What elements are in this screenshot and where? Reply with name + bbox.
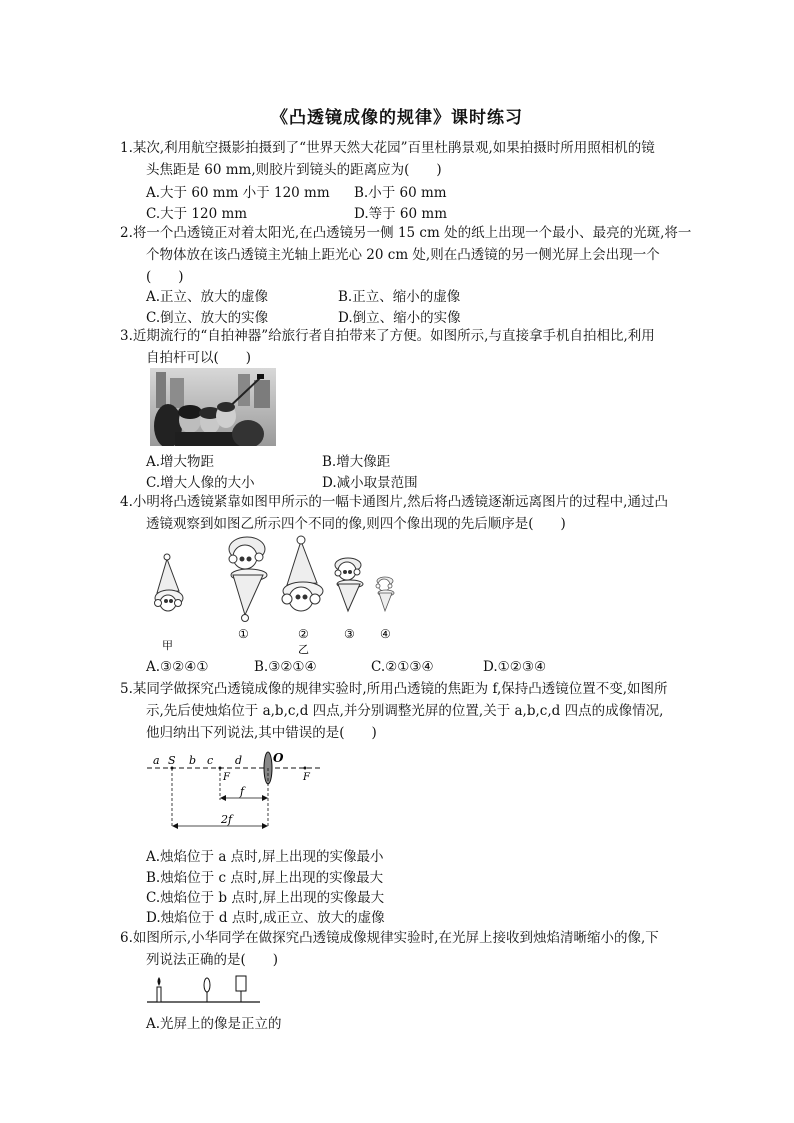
q1-option-b: B.小于 60 mm [354,185,447,201]
q4-option-d: D.①②③④ [483,659,547,675]
label-2f: 2f [221,813,233,826]
q5-line1: 5.某同学做探究凸透镜成像的规律实验时,所用凸透镜的焦距为 f,保持凸透镜位置不变,如图所 [120,681,668,697]
q5-option-d: D.烛焰位于 d 点时,成正立、放大的虚像 [146,910,385,926]
q4-line2: 透镜观察到如图乙所示四个不同的像,则四个像出现的先后顺序是( ) [146,516,566,532]
q3-line1: 3.近期流行的“自拍神器”给旅行者自拍带来了方便。如图所示,与直接拿手机自拍相比,利用 [120,328,655,344]
question-1 [120,137,700,181]
label-f: f [240,785,245,798]
q6-line1: 6.如图所示,小华同学在做探究凸透镜成像规律实验时,在光屏上接收到烛焰清晰缩小的像,下 [120,930,659,946]
q6-line2: 列说法正确的是( ) [146,952,279,968]
question-5 [120,678,700,744]
q4-option-a: A.③②④① [146,659,209,675]
q1-option-a: A.大于 60 mm 小于 120 mm [146,185,330,201]
q3-option-a: A.增大物距 [146,454,215,470]
q4-line1: 4.小明将凸透镜紧靠如图甲所示的一幅卡通图片,然后将凸透镜逐渐远离图片的过程中,通过凸 [120,494,668,510]
q4-option-b: B.③②①④ [254,659,317,675]
optical-center: O [273,751,284,765]
label-2: ② [298,627,309,641]
point-d: d [235,754,243,767]
q5-option-b: B.烛焰位于 c 点时,屏上出现的实像最大 [146,870,384,886]
q3-option-d: D.减小取景范围 [322,475,418,491]
q5-line3: 他归纳出下列说法,其中错误的是( ) [146,725,377,741]
label-jia: 甲 [162,639,173,652]
question-6 [120,927,700,971]
point-S: S [168,754,176,767]
q2-option-a: A.正立、放大的虚像 [146,289,269,305]
screen-icon [236,976,246,991]
page-title: 《凸透镜成像的规律》课时练习 [271,108,523,128]
q3-line2: 自拍杆可以( ) [146,350,252,366]
q1-option-d: D.等于 60 mm [354,206,447,222]
q2-option-d: D.倒立、缩小的实像 [338,310,461,326]
flame-icon [158,977,161,986]
optical-bench-figure [145,972,263,1006]
lens-axis-diagram [145,748,325,838]
cartoon-images-figure [145,535,405,657]
point-b: b [189,754,197,767]
lens-icon [204,978,210,992]
question-3 [120,325,700,369]
selfie-photo [150,368,276,446]
q2-line2: 个物体放在该凸透镜主光轴上距光心 20 cm 处,则在凸透镜的另一侧光屏上会出现一个 [146,247,660,263]
label-4: ④ [380,627,391,641]
point-c: c [207,754,214,767]
q2-option-b: B.正立、缩小的虚像 [338,289,461,305]
label-1: ① [238,627,249,641]
cartoon-jia [155,554,184,611]
focus-right: F [303,772,310,783]
question-4 [120,491,700,535]
q5-line2: 示,先后使烛焰位于 a,b,c,d 四点,并分别调整光屏的位置,关于 a,b,c,d 四点的成像情况, [146,703,664,719]
label-yi: 乙 [298,643,309,656]
cartoon-3 [335,558,363,611]
q1-line2: 头焦距是 60 mm,则胶片到镜头的距离应为( ) [146,162,442,178]
q2-line3: ( ) [146,269,184,285]
q3-option-b: B.增大像距 [322,454,391,470]
q4-option-c: C.②①③④ [371,659,434,675]
q6-option-a: A.光屏上的像是正立的 [146,1016,282,1032]
cartoon-1 [229,537,267,622]
q3-option-c: C.增大人像的大小 [146,475,255,491]
question-2 [120,222,700,288]
q2-line1: 2.将一个凸透镜正对着太阳光,在凸透镜另一侧 15 cm 处的纸上出现一个最小、最亮的光斑,将一 [120,225,692,241]
candle-icon [157,987,161,1002]
cartoon-2 [282,536,323,611]
label-3: ③ [344,627,355,641]
q2-option-c: C.倒立、放大的实像 [146,310,269,326]
q1-line1: 1.某次,利用航空摄影拍摄到了“世界天然大花园”百里杜鹃景观,如果拍摄时所用照相机的镜 [120,140,655,156]
q5-option-c: C.烛焰位于 b 点时,屏上出现的实像最大 [146,890,385,906]
q5-option-a: A.烛焰位于 a 点时,屏上出现的实像最小 [146,849,384,865]
focus-left: F [223,772,230,783]
cartoon-4 [376,577,394,611]
point-a: a [153,754,160,767]
q1-option-c: C.大于 120 mm [146,206,248,222]
